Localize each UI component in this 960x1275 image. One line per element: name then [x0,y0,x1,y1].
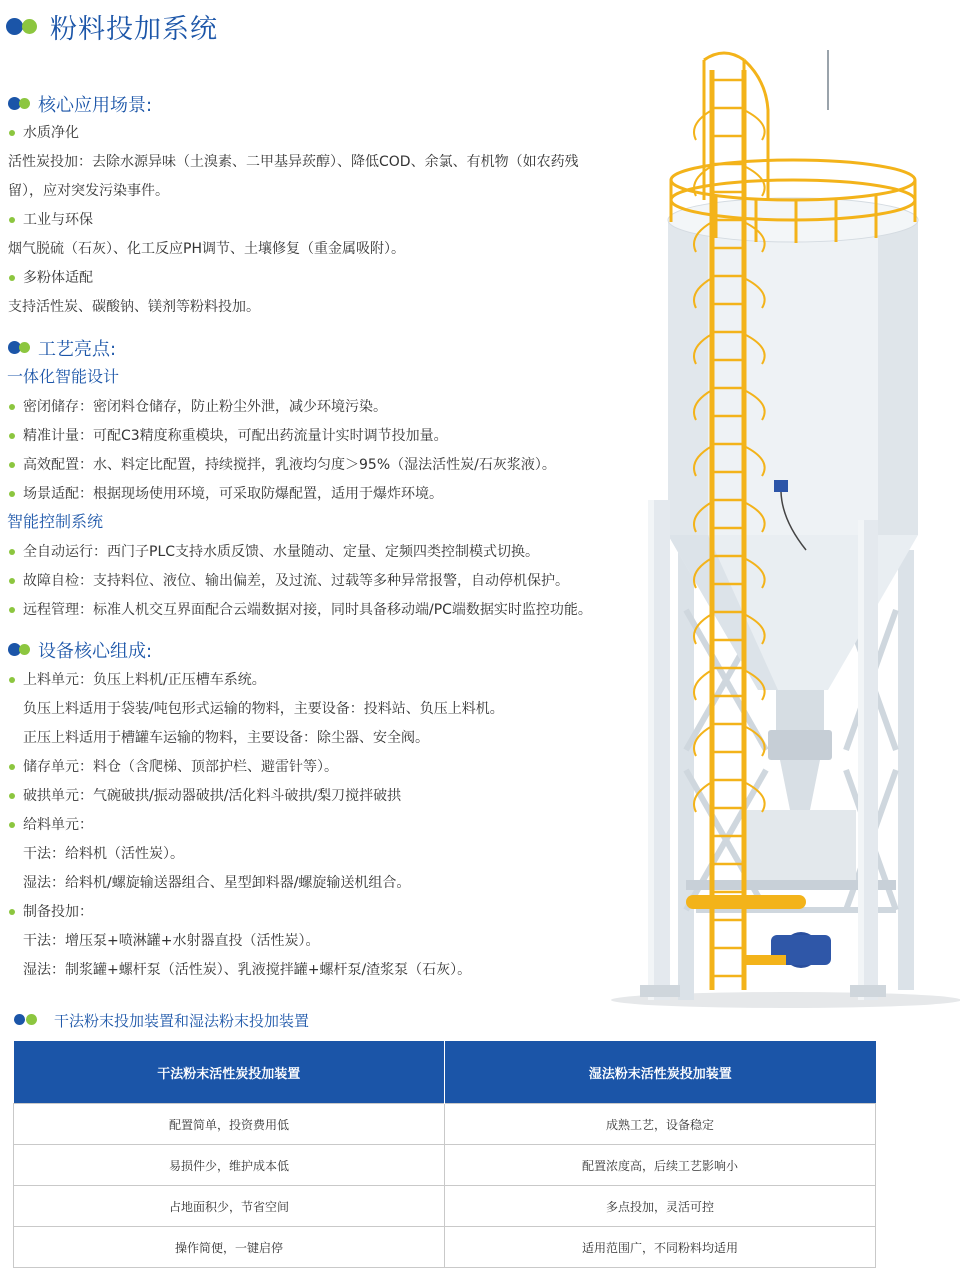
title-row [6,6,218,46]
component-sub: 湿法：制浆罐+螺杆泵（活性炭）、乳液搅拌罐+螺杆泵/渣浆泵（石灰）。 [23,962,472,978]
component-sub: 正压上料适用于槽罐车运输的物料，主要设备：除尘器、安全阀。 [23,730,429,746]
comparison-header [14,1008,309,1032]
section-title: 核心应用场景: [38,95,153,116]
table-cell: 配置简单，投资费用低 [14,1104,445,1145]
component-item: 上料单元：负压上料机/正压槽车系统。 [8,670,266,690]
component-sub: 干法：增压泵+喷淋罐+水射器直投（活性炭）。 [23,933,320,949]
table-row [14,1145,876,1186]
subsection-title: 智能控制系统 [7,512,104,531]
component-item: 储存单元：料仓（含爬梯、顶部护栏、避雷针等）。 [8,757,338,777]
scenario-desc: 留），应对突发污染事件。 [8,183,169,199]
table-cell: 操作简便，一键启停 [14,1227,445,1268]
scenario-name: 多粉体适配 [8,268,93,288]
component-item: 给料单元： [8,815,93,835]
section-header-scenarios [8,92,152,116]
feature-item: 密闭储存：密闭料仓储存，防止粉尘外泄，减少环境污染。 [8,397,387,417]
feature-item: 精准计量：可配C3精度称重模块，可配出药流量计实时调节投加量。 [8,426,448,446]
page-title: 粉料投加系统 [50,13,218,45]
table-header-row [14,1041,876,1104]
comparison-table [13,1041,876,1268]
silo-illustration [596,50,960,1010]
scenario-name: 水质净化 [8,123,79,143]
scenario-desc: 支持活性炭、碳酸钠、镁剂等粉料投加。 [8,299,260,315]
section-header-components [8,638,152,662]
table-cell: 占地面积少，节省空间 [14,1186,445,1227]
component-item: 制备投加： [8,902,93,922]
section-title: 设备核心组成: [38,641,153,662]
component-sub: 湿法：给料机/螺旋输送器组合、星型卸料器/螺旋输送机组合。 [23,875,411,891]
feature-item: 场景适配：根据现场使用环境，可采取防爆配置，适用于爆炸环境。 [8,484,443,504]
comparison-title: 干法粉末投加装置和湿法粉末投加装置 [54,1011,310,1030]
component-sub: 负压上料适用于袋装/吨包形式运输的物料，主要设备：投料站、负压上料机。 [23,701,504,717]
blue-green-dots-icon [8,341,34,355]
column-header-wet: 湿法粉末活性炭投加装置 [445,1041,876,1104]
table-cell: 易损件少，维护成本低 [14,1145,445,1186]
scenario-desc: 活性炭投加：去除水源异味（土溴素、二甲基异莰醇）、降低COD、余氯、有机物（如农药残 [8,154,579,170]
feature-item: 全自动运行：西门子PLC支持水质反馈、水量随动、定量、定频四类控制模式切换。 [8,542,539,562]
feature-item: 高效配置：水、料定比配置，持续搅拌，乳液均匀度＞95%（湿法活性炭/石灰浆液）。 [8,455,556,475]
scenario-name: 工业与环保 [8,210,93,230]
feature-item: 故障自检：支持料位、液位、输出偏差，及过流、过载等多种异常报警，自动停机保护。 [8,571,569,591]
table-row [14,1227,876,1268]
feature-item: 远程管理：标准人机交互界面配合云端数据对接，同时具备移动端/PC端数据实时监控功能。 [8,600,592,620]
component-item: 破拱单元：气碗破拱/振动器破拱/活化料斗破拱/梨刀搅拌破拱 [8,786,401,806]
section-header-process [8,336,116,360]
table-cell: 成熟工艺，设备稳定 [445,1104,876,1145]
subsection-title: 一体化智能设计 [7,367,120,386]
scenario-desc: 烟气脱硫（石灰）、化工反应PH调节、土壤修复（重金属吸附）。 [8,241,405,257]
blue-green-dots-icon [14,1014,42,1026]
table-cell: 适用范围广，不同粉料均适用 [445,1227,876,1268]
component-sub: 干法：给料机（活性炭）。 [23,846,184,862]
blue-green-dots-icon [8,97,34,111]
table-row [14,1186,876,1227]
column-header-dry: 干法粉末活性炭投加装置 [14,1041,445,1104]
table-cell: 多点投加，灵活可控 [445,1186,876,1227]
blue-green-dots-icon [6,17,42,35]
table-row [14,1104,876,1145]
table-cell: 配置浓度高，后续工艺影响小 [445,1145,876,1186]
blue-green-dots-icon [8,643,34,657]
section-title: 工艺亮点: [38,339,117,360]
